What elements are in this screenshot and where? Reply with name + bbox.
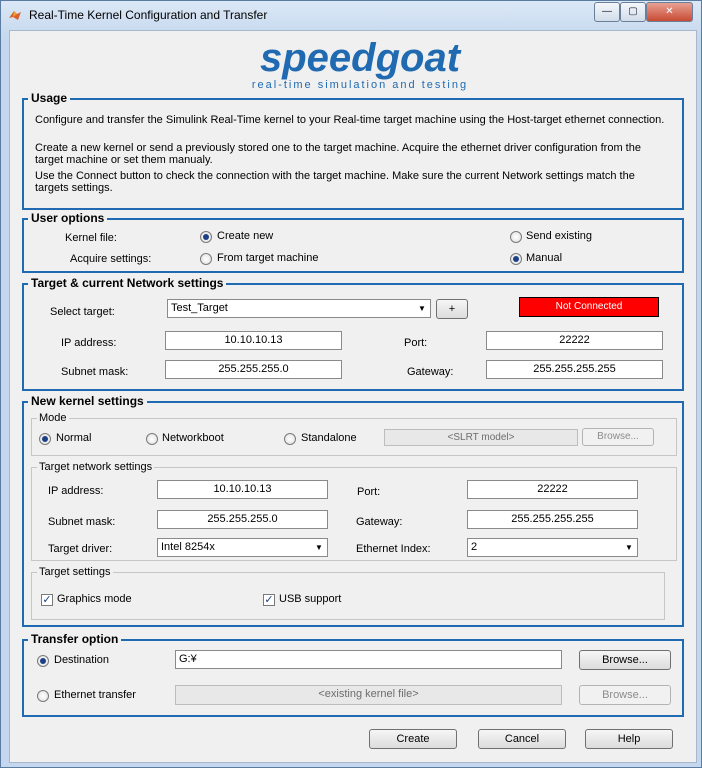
ethernet-index-value: 2	[471, 541, 478, 553]
maximize-button[interactable]: ▢	[620, 2, 646, 22]
graphics-mode-checkbox[interactable]: ✓	[42, 594, 52, 606]
current-gateway-field[interactable]: 255.255.255.255	[486, 360, 663, 379]
mode-networkboot-label[interactable]: Networkboot	[162, 432, 224, 444]
target-driver-dropdown[interactable]	[157, 538, 328, 557]
usage-paragraph-2: Create a new kernel or send a previously stored one to the target machine. Acquire the ethernet driver configuration from the target machine or set them manualy.	[35, 142, 641, 166]
chevron-down-icon[interactable]: ▼	[315, 543, 323, 552]
select-target-value: Test_Target	[171, 302, 228, 314]
destination-radio[interactable]	[37, 655, 49, 667]
target-network-title: Target & current Network settings	[28, 276, 226, 290]
user-options-title: User options	[28, 211, 107, 225]
current-subnet-label: Subnet mask:	[61, 366, 129, 378]
target-settings-group	[31, 566, 665, 620]
target-network-panel	[22, 276, 684, 391]
chevron-down-icon[interactable]: ▼	[418, 304, 426, 313]
kernel-subnet-field[interactable]: 255.255.255.0	[157, 510, 328, 529]
kernel-subnet-label: Subnet mask:	[48, 516, 116, 528]
window-title: Real-Time Kernel Configuration and Transfer	[29, 8, 268, 22]
acquire-settings-label: Acquire settings:	[70, 253, 152, 265]
create-button[interactable]: Create	[369, 729, 457, 749]
kernel-ip-field[interactable]: 10.10.10.13	[157, 480, 328, 499]
logo-brand: speedgoat	[259, 37, 461, 80]
transfer-option-title: Transfer option	[28, 632, 121, 646]
close-button[interactable]: ✕	[646, 2, 693, 22]
title-bar[interactable]	[1, 1, 701, 29]
user-options-panel	[22, 211, 684, 273]
manual-label[interactable]: Manual	[526, 252, 563, 264]
existing-kernel-field: <existing kernel file>	[175, 685, 562, 705]
manual-radio[interactable]	[510, 253, 522, 265]
current-gateway-label: Gateway:	[407, 366, 454, 378]
new-kernel-panel	[22, 394, 684, 627]
help-button[interactable]: Help	[585, 729, 673, 749]
target-network-settings-title: Target network settings	[39, 461, 153, 473]
destination-label[interactable]: Destination	[54, 654, 110, 666]
kernel-file-label: Kernel file:	[65, 232, 117, 244]
usage-paragraph-3: Use the Connect button to check the connection with the target machine. Make sure the current Network settings match the targets settings.	[35, 170, 635, 194]
slrt-model-field: <SLRT model>	[384, 429, 578, 446]
kernel-gateway-label: Gateway:	[356, 516, 403, 528]
usb-support-label[interactable]: USB support	[279, 593, 342, 605]
send-existing-label[interactable]: Send existing	[526, 230, 593, 242]
usb-support-checkbox[interactable]: ✓	[264, 594, 274, 606]
current-port-label: Port:	[404, 337, 428, 349]
transfer-option-panel	[22, 632, 684, 717]
target-driver-label: Target driver:	[48, 543, 113, 555]
mode-title: Mode	[39, 412, 67, 424]
ethernet-transfer-radio[interactable]	[37, 690, 49, 702]
mode-group	[31, 412, 677, 456]
create-new-radio[interactable]	[200, 231, 212, 243]
target-network-group	[31, 461, 677, 561]
select-target-label: Select target:	[50, 306, 115, 318]
usage-title: Usage	[28, 91, 70, 105]
mode-browse-button: Browse...	[582, 428, 654, 446]
current-port-field[interactable]: 22222	[486, 331, 663, 350]
kernel-port-field[interactable]: 22222	[467, 480, 638, 499]
ethernet-browse-button: Browse...	[579, 685, 671, 705]
ethernet-transfer-label[interactable]: Ethernet transfer	[54, 689, 136, 701]
graphics-mode-label[interactable]: Graphics mode	[57, 593, 132, 605]
dialog-body	[9, 30, 697, 763]
ethernet-index-dropdown[interactable]	[467, 538, 638, 557]
add-target-button[interactable]: +	[436, 299, 468, 319]
from-target-radio[interactable]	[200, 253, 212, 265]
logo-tagline: real-time simulation and testing	[251, 79, 469, 91]
target-driver-value: Intel 8254x	[161, 541, 215, 553]
kernel-gateway-field[interactable]: 255.255.255.255	[467, 510, 638, 529]
usage-panel	[22, 91, 684, 210]
current-ip-label: IP address:	[61, 337, 117, 349]
mode-normal-radio[interactable]	[39, 433, 51, 445]
current-subnet-field[interactable]: 255.255.255.0	[165, 360, 342, 379]
target-settings-title: Target settings	[39, 566, 111, 578]
usage-paragraph-1: Configure and transfer the Simulink Real-Time kernel to your Real-time target machine using the Host-target ethernet connection.	[35, 114, 665, 126]
select-target-dropdown[interactable]	[167, 299, 431, 318]
kernel-port-label: Port:	[357, 486, 381, 498]
kernel-ip-label: IP address:	[48, 485, 104, 497]
cancel-button[interactable]: Cancel	[478, 729, 566, 749]
chevron-down-icon[interactable]: ▼	[625, 543, 633, 552]
new-kernel-title: New kernel settings	[28, 394, 147, 408]
mode-normal-label[interactable]: Normal	[56, 432, 92, 444]
speedgoat-logo	[195, 37, 525, 93]
minimize-button[interactable]: —	[594, 2, 620, 22]
create-new-label[interactable]: Create new	[217, 230, 274, 242]
current-ip-field[interactable]: 10.10.10.13	[165, 331, 342, 350]
matlab-icon	[8, 8, 22, 22]
destination-path-field[interactable]: G:¥	[175, 650, 562, 669]
mode-standalone-label[interactable]: Standalone	[301, 432, 357, 444]
mode-standalone-radio[interactable]	[284, 433, 296, 445]
connection-status-badge: Not Connected	[519, 297, 659, 317]
destination-browse-button[interactable]: Browse...	[579, 650, 671, 670]
from-target-label[interactable]: From target machine	[217, 252, 319, 264]
send-existing-radio[interactable]	[510, 231, 522, 243]
mode-networkboot-radio[interactable]	[146, 433, 158, 445]
ethernet-index-label: Ethernet Index:	[356, 543, 431, 555]
